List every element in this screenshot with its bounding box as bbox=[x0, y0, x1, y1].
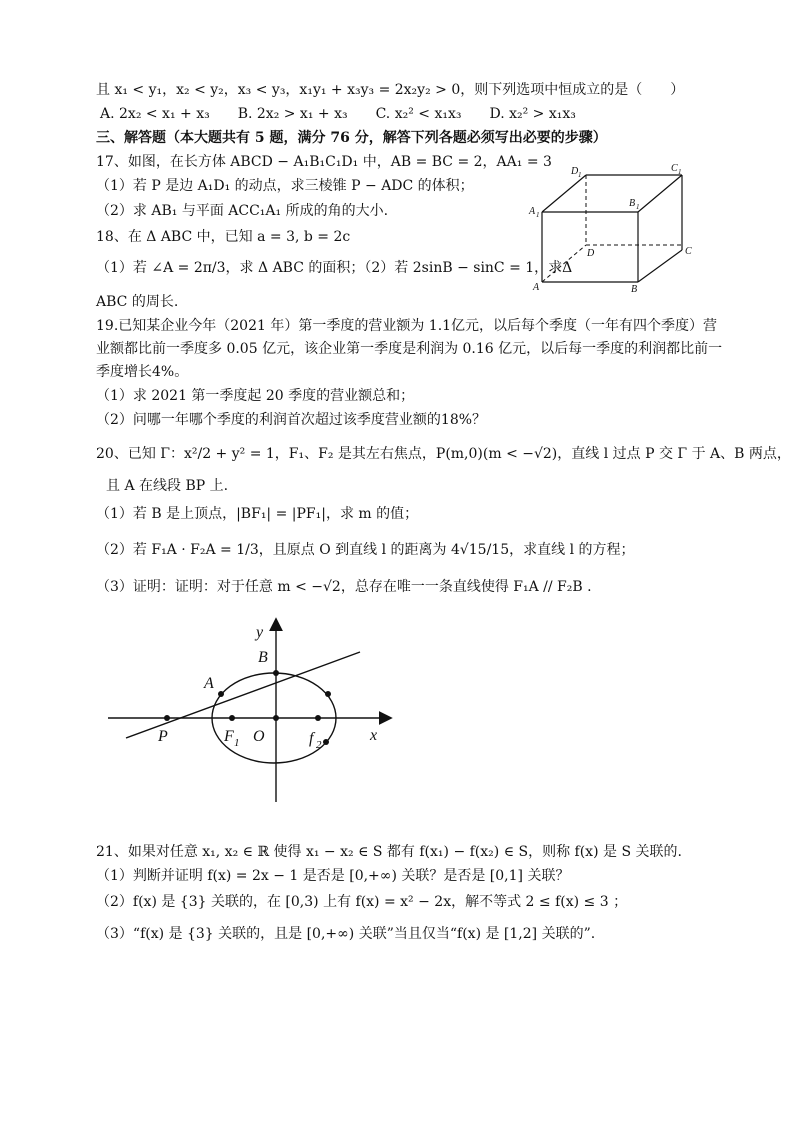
q18-parts: （1）若 ∠A = 2π/3，求 Δ ABC 的面积；（2）若 2sinB − sinC = 1，求Δ bbox=[96, 260, 573, 276]
q20-part2: （2）若 F₁A · F₂A = 1/3，且原点 O 到直线 l 的距离为 4√15/15，求直线 l 的方程； bbox=[96, 542, 635, 558]
label-f2-sub: 2 bbox=[316, 739, 322, 751]
point-A bbox=[218, 691, 224, 697]
label-B1: B bbox=[629, 198, 636, 209]
point-B bbox=[273, 670, 279, 676]
q19-stem-3: 季度增长4%。 bbox=[96, 364, 189, 380]
label-B: B bbox=[258, 649, 268, 666]
q20-part3: （3）证明：证明：对于任意 m < −√2，总存在唯一一条直线使得 F₁A // F₂B . bbox=[96, 579, 592, 595]
point-ellipse-lower bbox=[323, 739, 329, 745]
label-x: x bbox=[370, 727, 378, 744]
point-ellipse-right bbox=[325, 691, 331, 697]
label-A: A bbox=[533, 282, 540, 293]
label-C: C bbox=[685, 246, 692, 257]
q20-stem-cont: 且 A 在线段 BP 上. bbox=[106, 478, 229, 494]
q21-stem: 21、如果对任意 x₁, x₂ ∈ ℝ 使得 x₁ − x₂ ∈ S 都有 f(x₁) − f(x₂) ∈ S，则称 f(x) 是 S 关联的. bbox=[96, 844, 682, 860]
q19-stem-2: 业额都比前一季度多 0.05 亿元，该企业第一季度是利润为 0.16 亿元，以后每一季度的利润都比前一 bbox=[96, 341, 723, 357]
point-O bbox=[273, 715, 279, 721]
q17-part2: （2）求 AB₁ 与平面 ACC₁A₁ 所成的角的大小. bbox=[96, 203, 389, 219]
label-B1-sub: 1 bbox=[636, 203, 640, 211]
edge-BC bbox=[638, 250, 682, 282]
q20-part1: （1）若 B 是上顶点，|BF₁| = |PF₁|，求 m 的值； bbox=[96, 506, 419, 522]
label-D1: D bbox=[571, 166, 579, 177]
q21-part2: （2）f(x) 是 {3} 关联的，在 [0,3) 上有 f(x) = x² − 2x，解不等式 2 ≤ f(x) ≤ 3 ； bbox=[96, 894, 628, 910]
label-F1: F bbox=[224, 728, 234, 745]
label-y: y bbox=[256, 624, 264, 641]
label-f2: f bbox=[309, 730, 314, 747]
q19-stem-1: 19.已知某企业今年（2021 年）第一季度的营业额为 1.1亿元，以后每个季度（一年有四个季度）营 bbox=[96, 318, 718, 334]
label-A1: A bbox=[529, 206, 536, 217]
label-C1-sub: 1 bbox=[678, 168, 682, 176]
q17-stem: 17、如图，在长方体 ABCD − A₁B₁C₁D₁ 中，AB = BC = 2，AA₁ = 3 bbox=[96, 154, 552, 170]
q19-part2: （2）问哪一年哪个季度的利润首次超过该季度营业额的18%？ bbox=[96, 412, 487, 428]
edge-A1D1 bbox=[542, 175, 586, 212]
cuboid-figure bbox=[525, 160, 700, 295]
label-A1-sub: 1 bbox=[536, 211, 540, 219]
label-B: B bbox=[631, 284, 638, 295]
label-P: P bbox=[158, 728, 168, 745]
label-A: A bbox=[204, 675, 214, 692]
point-F1 bbox=[229, 715, 235, 721]
q18-parts-cont: ABC 的周长. bbox=[96, 294, 179, 310]
q21-part3: （3）“f(x) 是 {3} 关联的，且是 [0,+∞) 关联”当且仅当“f(x) 是 [1,2] 关联的”. bbox=[96, 926, 596, 942]
label-F1-sub: 1 bbox=[234, 737, 240, 749]
q17-part1: （1）若 P 是边 A₁D₁ 的动点，求三棱锥 P − ADC 的体积； bbox=[96, 178, 474, 194]
label-C1: C bbox=[671, 163, 678, 174]
q19-part1: （1）求 2021 第一季度起 20 季度的营业额总和； bbox=[96, 388, 415, 404]
point-F2 bbox=[315, 715, 321, 721]
section-heading: 三、解答题（本大题共有 5 题，满分 76 分，解答下列各题必须写出必要的步骤） bbox=[96, 130, 607, 146]
label-O: O bbox=[253, 728, 265, 745]
label-D: D bbox=[587, 248, 595, 259]
q20-stem: 20、已知 Γ：x²/2 + y² = 1，F₁、F₂ 是其左右焦点，P(m,0)(m < −√2)，直线 l 过点 P 交 Γ 于 A、B 两点， bbox=[96, 446, 791, 462]
label-D1-sub: 1 bbox=[578, 171, 582, 179]
edge-B1C1 bbox=[638, 175, 682, 212]
q21-part1: （1）判断并证明 f(x) = 2x − 1 是否是 [0,+∞) 关联？是否是 [0,1] 关联？ bbox=[96, 868, 570, 884]
point-P bbox=[164, 715, 170, 721]
line-l bbox=[126, 652, 360, 738]
line-options-intro: 且 x₁ < y₁，x₂ < y₂，x₃ < y₃，x₁y₁ + x₃y₃ = 2x₂y₂ > 0，则下列选项中恒成立的是（ ） bbox=[96, 82, 685, 98]
line-choices: A. 2x₂ < x₁ + x₃ B. 2x₂ > x₁ + x₃ C. x₂² < x₁x₃ D. x₂² > x₁x₃ bbox=[100, 106, 576, 122]
hidden-edge-AD bbox=[542, 245, 586, 282]
q18-stem: 18、在 Δ ABC 中，已知 a = 3, b = 2c bbox=[96, 229, 351, 245]
ellipse-figure bbox=[100, 612, 400, 807]
